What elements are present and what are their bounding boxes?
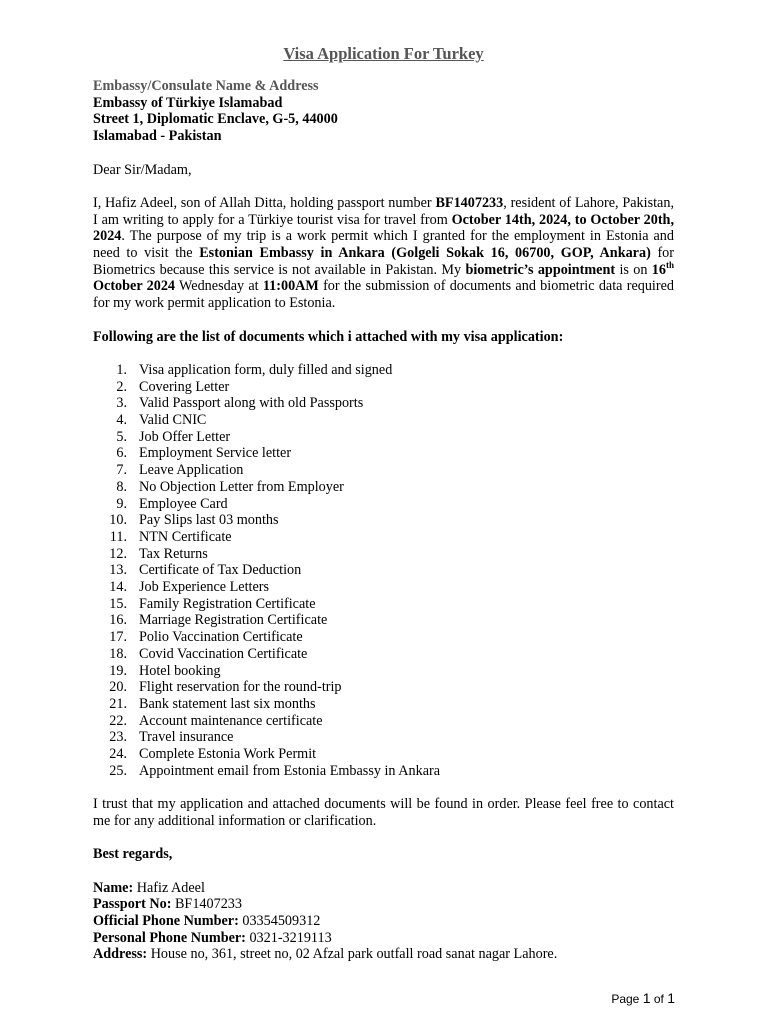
list-item-number: 4. (116, 412, 127, 428)
signature-passport: Passport No: BF1407233 (93, 896, 242, 913)
list-item-number: 7. (116, 462, 127, 479)
page-word: Page (611, 992, 640, 1006)
page-number-footer (611, 990, 675, 1008)
document-list-item (93, 562, 674, 579)
list-item-number: 13. (109, 562, 127, 579)
signature-name: Name: Hafiz Adeel (93, 879, 205, 896)
list-item-number: 24. (109, 746, 127, 763)
embassy-street: Street 1, Diplomatic Enclave, G-5, 44000 (93, 111, 338, 128)
list-item-text: Travel insurance (139, 729, 234, 746)
document-list-item (93, 663, 674, 680)
document-list-item (93, 713, 674, 730)
list-item-text: Visa application form, duly filled and signed (139, 361, 393, 378)
list-item-text: Tax Returns (139, 545, 208, 562)
list-item-text: Pay Slips last 03 months (139, 512, 279, 529)
body-text-6: Wednesday at (175, 278, 263, 295)
list-item-number: 11. (109, 528, 127, 545)
list-item-text: Bank statement last six months (139, 695, 316, 712)
list-item-number: 19. (109, 662, 127, 679)
body-text-1: I, Hafiz Adeel, son of Allah Ditta, holding passport number (93, 194, 436, 211)
document-list-item (93, 696, 674, 713)
list-item-number: 20. (109, 679, 127, 696)
documents-list (93, 362, 674, 780)
list-item-text: Polio Vaccination Certificate (139, 629, 303, 646)
list-item-text: Valid Passport along with old Passports (139, 395, 364, 412)
list-item-text: NTN Certificate (139, 528, 232, 545)
list-item-text: Complete Estonia Work Permit (139, 746, 317, 763)
list-item-number: 1. (116, 361, 127, 378)
list-item-text: Job Experience Letters (139, 579, 269, 596)
list-item-text: Job Offer Letter (139, 428, 231, 445)
salutation: Dear Sir/Madam, (93, 161, 192, 178)
document-list-item (93, 362, 674, 379)
list-item-text: Valid CNIC (139, 412, 207, 428)
list-item-number: 5. (116, 428, 127, 445)
signature-personal-phone: Personal Phone Number: 0321-3219113 (93, 929, 332, 946)
embassy-city: Islamabad - Pakistan (93, 128, 222, 145)
document-list-item (93, 629, 674, 646)
signature-official-phone: Official Phone Number: 03354509312 (93, 913, 321, 930)
document-list-item (93, 429, 674, 446)
document-list-item (93, 496, 674, 513)
document-list-item (93, 596, 674, 613)
document-list-item (93, 479, 674, 496)
list-item-number: 14. (109, 579, 127, 596)
list-item-number: 18. (109, 645, 127, 662)
list-item-number: 22. (109, 712, 127, 729)
list-item-number: 6. (116, 445, 127, 462)
list-item-text: Family Registration Certificate (139, 595, 316, 612)
document-list-item (93, 646, 674, 663)
list-item-text: Flight reservation for the round-trip (139, 679, 342, 696)
list-item-text: Account maintenance certificate (139, 712, 323, 729)
closing-paragraph: I trust that my application and attached documents will be found in order. Please feel free to contact me for any additional information or clarification. (93, 796, 674, 829)
list-item-number: 8. (116, 478, 127, 495)
current-page: 1 (642, 990, 651, 1006)
document-list-item (93, 462, 674, 479)
list-item-number: 25. (109, 762, 127, 779)
document-list-item (93, 763, 674, 780)
list-item-text: Covid Vaccination Certificate (139, 645, 308, 662)
list-item-number: 2. (116, 378, 127, 395)
document-list-item (93, 529, 674, 546)
document-list-item (93, 546, 674, 563)
document-list-item (93, 412, 674, 429)
appointment-date: 16th October 2024 (93, 259, 674, 295)
document-list-item (93, 579, 674, 596)
list-item-number: 9. (116, 495, 127, 512)
documents-heading: Following are the list of documents which i attached with my visa application: (93, 328, 564, 345)
list-item-number: 3. (116, 395, 127, 412)
passport-number: BF1407233 (435, 194, 504, 211)
body-text-7: for the submission of documents and biometric data required for my work permit application to Estonia. (93, 278, 674, 312)
body-text-3: . The purpose of my trip is a work permit which I granted for the employment in Estonia and need to visit the (93, 228, 674, 261)
body-text-4: for Biometrics because this service is not available in Pakistan. My (93, 245, 674, 278)
list-item-text: No Objection Letter from Employer (139, 478, 344, 495)
regards: Best regards, (93, 846, 173, 863)
list-item-number: 23. (109, 729, 127, 746)
list-item-number: 10. (109, 512, 127, 529)
list-item-number: 15. (109, 595, 127, 612)
letter-page (93, 44, 674, 963)
list-item-number: 16. (109, 612, 127, 629)
body-text-5: is on (615, 261, 652, 278)
embassy-name: Embassy of Türkiye Islamabad (93, 94, 283, 111)
list-item-text: Employment Service letter (139, 445, 292, 462)
list-item-number: 12. (109, 545, 127, 562)
appointment-time: 11:00AM (262, 278, 319, 295)
list-item-text: Appointment email from Estonia Embassy in Ankara (139, 762, 441, 779)
list-item-text: Covering Letter (139, 378, 230, 395)
body-paragraph (93, 195, 674, 312)
estonian-embassy: Estonian Embassy in Ankara (Golgeli Sokak 16, 06700, GOP, Ankara) (199, 245, 651, 261)
signature-address: Address: House no, 361, street no, 02 Afzal park outfall road sanat nagar Lahore. (93, 946, 558, 963)
list-item-text: Leave Application (139, 462, 244, 479)
total-pages: 1 (667, 990, 675, 1006)
of-word: of (653, 992, 664, 1006)
list-item-number: 17. (109, 629, 127, 646)
document-list-item (93, 612, 674, 629)
list-item-text: Employee Card (139, 495, 228, 512)
list-item-text: Certificate of Tax Deduction (139, 562, 302, 579)
body-text-2: , resident of Lahore, Pakistan, I am writing to apply for a Türkiye tourist visa for travel from (93, 194, 674, 228)
document-list-item (93, 379, 674, 396)
list-item-text: Marriage Registration Certificate (139, 612, 328, 629)
document-list-item (93, 729, 674, 746)
list-item-text: Hotel booking (139, 662, 221, 679)
document-list-item (93, 746, 674, 763)
document-list-item (93, 395, 674, 412)
embassy-label: Embassy/Consulate Name & Address (93, 78, 319, 94)
page-title: Visa Application For Turkey (283, 44, 484, 63)
document-list-item (93, 445, 674, 462)
document-list-item (93, 512, 674, 529)
list-item-number: 21. (109, 695, 127, 712)
appointment-label: biometric’s appointment (465, 261, 616, 278)
travel-dates: October 14th, 2024, to October 20th, 2024 (93, 211, 674, 245)
document-list-item (93, 679, 674, 696)
